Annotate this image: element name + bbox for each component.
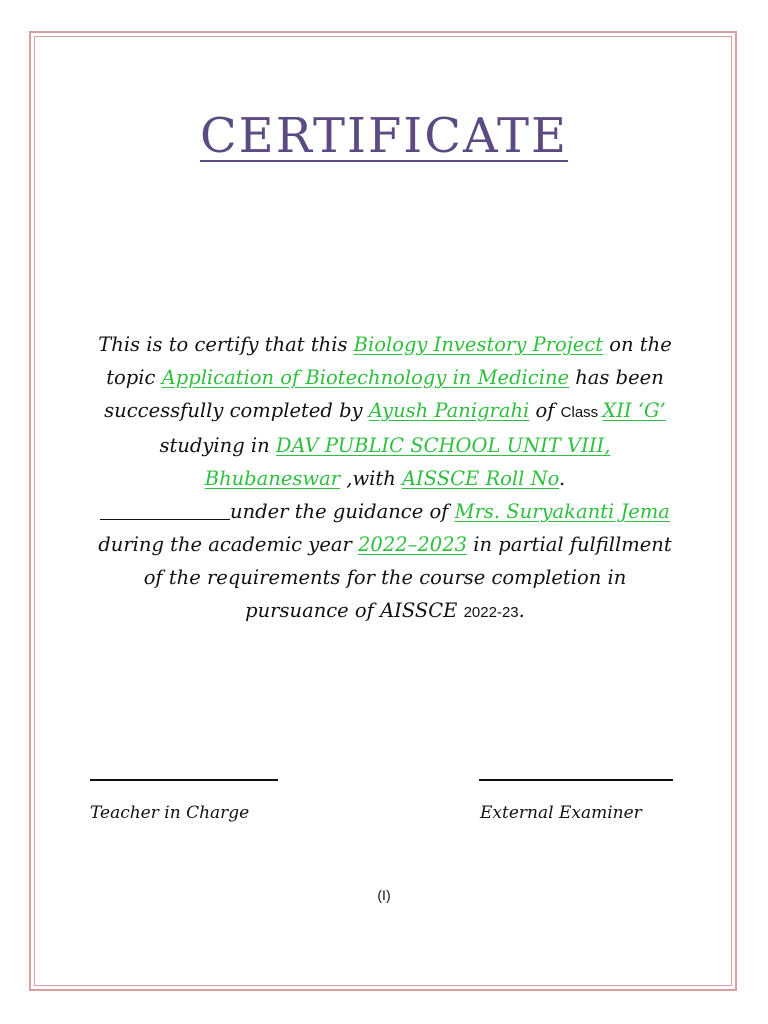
body-text-segment: has been successfully completed by xyxy=(104,366,664,422)
body-text-segment: during the academic year xyxy=(98,533,358,556)
teacher-signature-label: Teacher in Charge xyxy=(90,803,250,823)
body-text-segment: Class xyxy=(560,404,603,421)
roll-number-label: AISSCE Roll No xyxy=(401,467,560,490)
body-text-segment: . xyxy=(518,599,525,622)
body-text-segment: studying in xyxy=(159,434,276,457)
session: 2022-23 xyxy=(463,604,519,621)
page-number: (I) xyxy=(377,887,391,903)
guide-name: Mrs. Suryakanti Jema xyxy=(454,500,670,523)
project-topic: Application of Biotechnology in Medicine xyxy=(161,366,570,389)
body-text-segment: of xyxy=(529,399,561,422)
teacher-signature-line xyxy=(90,779,278,781)
body-text-segment: ,with xyxy=(340,467,402,490)
certificate-body xyxy=(92,328,678,629)
project-name: Biology Investory Project xyxy=(353,333,604,356)
examiner-signature-line xyxy=(479,779,673,781)
examiner-signature-label: External Examiner xyxy=(480,803,642,823)
body-text-segment: This is to certify that this xyxy=(98,333,354,356)
student-name: Ayush Panigrahi xyxy=(368,399,530,422)
class-name: XII ‘G’ xyxy=(602,399,666,422)
school-name: DAV PUBLIC SCHOOL UNIT VIII, Bhubaneswar xyxy=(204,434,611,490)
certificate-title: CERTIFICATE xyxy=(199,108,569,164)
body-text-segment: in partial fulfillment of the requirements for the course completion in pursuance of AISSCE xyxy=(143,533,672,622)
body-text-segment: on the topic xyxy=(106,333,672,389)
body-text-segment: under the guidance of xyxy=(230,500,455,523)
body-text-segment: . xyxy=(559,467,566,490)
academic-year: 2022–2023 xyxy=(358,533,468,556)
roll-number-blank xyxy=(100,501,230,520)
